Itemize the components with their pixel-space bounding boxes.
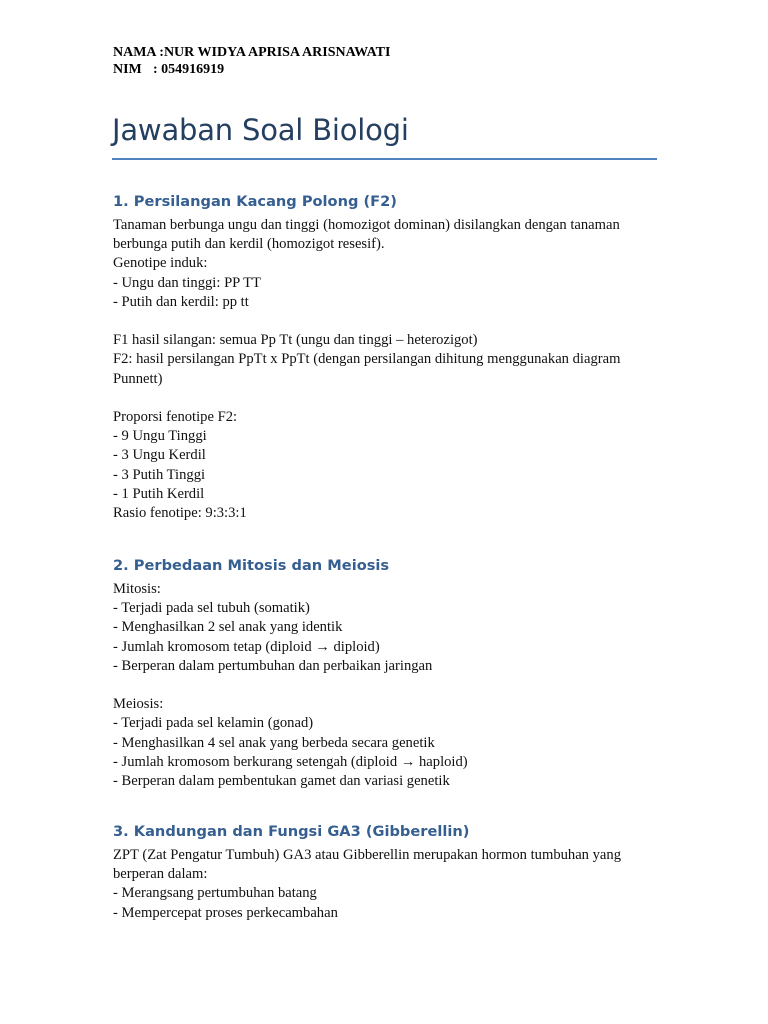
section-body: [113, 846, 673, 923]
text-line: Meiosis:: [113, 696, 164, 713]
text-line: - Berperan dalam pertumbuhan dan perbaikan jaringan: [113, 657, 433, 674]
text-line: - Mempercepat proses perkecambahan: [113, 904, 338, 921]
section-ga3: [113, 821, 673, 923]
name-value: NUR WIDYA APRISA ARISNAWATI: [163, 45, 391, 60]
text-line: berperan dalam:: [113, 866, 208, 883]
text-line: [113, 676, 673, 695]
text-line: - Menghasilkan 4 sel anak yang berbeda secara genetik: [113, 734, 435, 751]
nim-value: : 054916919: [153, 62, 225, 77]
text-line: - Jumlah kromosom berkurang setengah (diploid → haploid): [113, 753, 468, 770]
page-title: Jawaban Soal Biologi: [112, 113, 409, 147]
section-mitosis-meiosis: [113, 555, 673, 791]
section-body: [113, 580, 673, 791]
text-line: - Ungu dan tinggi: PP TT: [113, 274, 261, 291]
nim-row: [113, 61, 390, 78]
text-line: Genotipe induk:: [113, 255, 208, 272]
student-info: [113, 44, 390, 78]
text-line: - Putih dan kerdil: pp tt: [113, 293, 249, 310]
text-line: Tanaman berbunga ungu dan tinggi (homozigot dominan) disilangkan dengan tanaman: [113, 217, 620, 233]
nim-label: NIM: [113, 62, 142, 77]
text-line: Proporsi fenotipe F2:: [113, 409, 238, 425]
text-line: - 9 Ungu Tinggi: [113, 428, 207, 445]
text-line: [113, 389, 673, 408]
section-persilangan: [113, 191, 673, 523]
text-line: F2: hasil persilangan PpTt x PpTt (dengan persilangan dihitung menggunakan diagram: [113, 351, 621, 368]
text-line: - Jumlah kromosom tetap (diploid → diploid): [113, 638, 380, 655]
text-line: berbunga putih dan kerdil (homozigot resesif).: [113, 236, 385, 253]
text-line: F1 hasil silangan: semua Pp Tt (ungu dan tinggi – heterozigot): [113, 332, 478, 349]
section-heading: 3. Kandungan dan Fungsi GA3 (Gibberellin): [113, 823, 470, 840]
text-line: - Menghasilkan 2 sel anak yang identik: [113, 619, 343, 636]
text-line: - Merangsang pertumbuhan batang: [113, 885, 317, 902]
text-line: ZPT (Zat Pengatur Tumbuh) GA3 atau Gibberellin merupakan hormon tumbuhan yang: [113, 847, 621, 863]
text-line: Punnett): [113, 370, 163, 387]
text-line: - 3 Ungu Kerdil: [113, 447, 206, 464]
text-line: - Berperan dalam pembentukan gamet dan variasi genetik: [113, 773, 450, 790]
text-line: - 1 Putih Kerdil: [113, 485, 205, 502]
text-line: Rasio fenotipe: 9:3:3:1: [113, 505, 247, 522]
section-heading: 1. Persilangan Kacang Polong (F2): [113, 193, 397, 210]
section-heading: 2. Perbedaan Mitosis dan Meiosis: [113, 557, 390, 574]
section-body: [113, 216, 673, 523]
name-row: [113, 44, 390, 61]
text-line: [113, 312, 673, 331]
title-underline: [112, 158, 657, 160]
text-line: - Terjadi pada sel kelamin (gonad): [113, 715, 314, 732]
text-line: - Terjadi pada sel tubuh (somatik): [113, 600, 310, 617]
text-line: Mitosis:: [113, 581, 161, 597]
name-label: NAMA :: [113, 45, 164, 60]
text-line: - 3 Putih Tinggi: [113, 466, 206, 483]
